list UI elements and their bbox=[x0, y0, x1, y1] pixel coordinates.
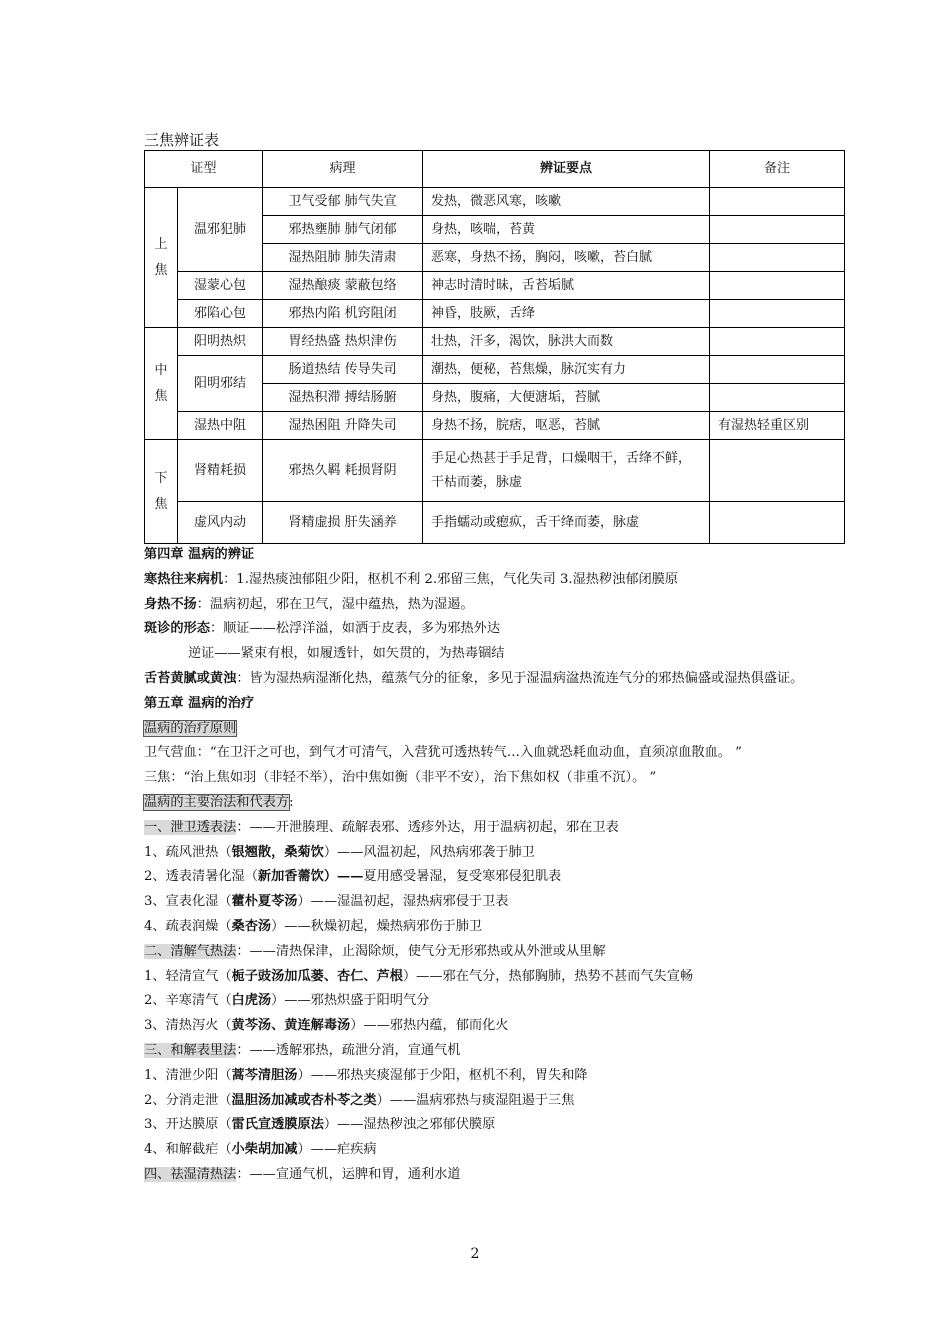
note-cell: 有湿热轻重区别 bbox=[710, 412, 845, 440]
paragraph bbox=[144, 940, 824, 965]
formula: 栀子豉汤加瓜蒌、杏仁、芦根 bbox=[231, 968, 403, 984]
table-row bbox=[145, 300, 845, 328]
item-text: ）——疟疾病 bbox=[297, 1142, 377, 1158]
formula: 雷氏宣透膜原法 bbox=[231, 1117, 324, 1133]
formula: 桑杏汤 bbox=[231, 918, 272, 934]
list-item bbox=[144, 1014, 824, 1039]
item-text: 2、透表清暑化湿（ bbox=[144, 869, 258, 885]
formula: 小柴胡加减 bbox=[231, 1142, 298, 1158]
page-number: 2 bbox=[470, 1246, 480, 1262]
key-cell: 潮热，便秘，苔焦燥，脉沉实有力 bbox=[423, 356, 710, 384]
key-cell: 身热，咳喘，苔黄 bbox=[423, 216, 710, 244]
key-cell: 恶寒，身热不扬，胸闷，咳嗽，苔白腻 bbox=[423, 244, 710, 272]
method-heading: 二、清解气热法 bbox=[144, 943, 237, 959]
item-text: ）——邪热内蕴，郁而化火 bbox=[350, 1018, 509, 1034]
note-cell bbox=[710, 300, 845, 328]
list-item bbox=[144, 989, 824, 1014]
term-text: ：皆为湿热病湿渐化热，蕴蒸气分的征象，多见于湿温病湓热流连气分的邪热偏盛或湿热俱盛证。 bbox=[236, 670, 804, 686]
pathology-cell: 邪热壅肺 肺气闭郁 bbox=[263, 216, 423, 244]
table-row bbox=[145, 328, 845, 356]
term-label: 斑诊的形态 bbox=[144, 621, 210, 637]
paragraph: 三焦：“治上焦如羽（非轻不举），治中焦如衡（非平不安），治下焦如权（非重不沉）。 ” bbox=[144, 770, 657, 786]
key-cell: 壮热，汗多，渴饮，脉洪大而数 bbox=[423, 328, 710, 356]
item-text: ）——温病邪热与痰湿阻遏于三焦 bbox=[376, 1092, 575, 1108]
note-cell bbox=[710, 328, 845, 356]
note-cell bbox=[710, 384, 845, 412]
term-label: 身热不扬 bbox=[144, 596, 197, 612]
table-row bbox=[145, 412, 845, 440]
item-text: 1、清泄少阳（ bbox=[144, 1067, 232, 1083]
formula: 银翘散，桑菊饮 bbox=[231, 844, 324, 860]
body-text bbox=[144, 543, 824, 1188]
note-cell bbox=[710, 244, 845, 272]
type-cell: 虚风内动 bbox=[178, 502, 263, 544]
item-text: ）——邪热夹痰湿郁于少阳，枢机不利，胃失和降 bbox=[297, 1067, 588, 1083]
list-item bbox=[144, 890, 824, 915]
paragraph bbox=[144, 1163, 824, 1188]
term-text: ：1.湿热痰浊郁阻少阳，枢机不利 2.邪留三焦，气化失司 3.湿热秽浊郁闭膜原 bbox=[223, 571, 679, 587]
item-text: 4、疏表润燥（ bbox=[144, 918, 232, 934]
jiao-char: 中 bbox=[154, 362, 168, 378]
jiao-upper bbox=[145, 188, 178, 328]
formula: 新加香薷饮）—— bbox=[257, 869, 364, 885]
key-cell: 身热不扬，脘痞，呕恶，苔腻 bbox=[423, 412, 710, 440]
method-text: ：——透解邪热，疏泄分消，宣通气机 bbox=[236, 1042, 461, 1058]
method-text: ：——宣通气机，运脾和胃，通利水道 bbox=[236, 1166, 461, 1182]
term-text: ：顺证——松浮洋溢，如洒于皮表，多为邪热外达 bbox=[209, 621, 501, 637]
paragraph bbox=[144, 1039, 824, 1064]
method-heading: 一、泄卫透表法 bbox=[144, 819, 237, 835]
key-cell: 神昏，肢厥，舌绛 bbox=[423, 300, 710, 328]
item-text: ）——邪热炽盛于阳明气分 bbox=[271, 993, 430, 1009]
type-cell: 温邪犯肺 bbox=[178, 188, 263, 272]
table-row bbox=[145, 188, 845, 216]
jiao-middle bbox=[145, 328, 178, 440]
paragraph bbox=[144, 791, 824, 816]
key-cell: 手指蠕动或瘛疭，舌干绛而萎，脉虚 bbox=[423, 502, 710, 544]
key-cell: 发热，微恶风寒，咳嗽 bbox=[423, 188, 710, 216]
table-row bbox=[145, 502, 845, 544]
type-cell: 阳明邪结 bbox=[178, 356, 263, 412]
item-text: ）——秋燥初起，燥热病邪伤于肺卫 bbox=[271, 918, 483, 934]
term-label: 舌苔黄腻或黄浊 bbox=[144, 670, 237, 686]
formula: 蒿芩清胆汤 bbox=[231, 1067, 298, 1083]
term-label: 寒热往来病机 bbox=[144, 571, 224, 587]
term-text: ：温病初起，邪在卫气，湿中蕴热，热为湿遏。 bbox=[196, 596, 474, 612]
key-cell: 手足心热甚于手足背，口燥咽干，舌绛不鲜，干枯而萎，脉虚 bbox=[423, 440, 710, 502]
note-cell bbox=[710, 216, 845, 244]
paragraph bbox=[144, 667, 824, 692]
jiao-lower bbox=[145, 440, 178, 544]
sanjiao-table bbox=[144, 150, 845, 544]
list-item bbox=[144, 1138, 824, 1163]
method-heading: 三、和解表里法 bbox=[144, 1042, 237, 1058]
method-heading: 四、祛湿清热法 bbox=[144, 1166, 237, 1182]
jiao-char: 上 bbox=[154, 236, 168, 252]
pathology-cell: 湿热积滞 搏结肠腑 bbox=[263, 384, 423, 412]
pathology-cell: 湿热困阻 升降失司 bbox=[263, 412, 423, 440]
jiao-char: 下 bbox=[154, 470, 168, 486]
header-pathology: 病理 bbox=[263, 151, 423, 188]
item-text: ）——湿热秽浊之邪郁伏膜原 bbox=[323, 1117, 496, 1133]
type-cell: 湿热中阻 bbox=[178, 412, 263, 440]
jiao-char: 焦 bbox=[154, 262, 168, 278]
item-text: ）——湿温初起，湿热病邪侵于卫表 bbox=[297, 894, 509, 910]
section-heading-principles: 温病的治疗原则 bbox=[144, 720, 237, 736]
list-item bbox=[144, 841, 824, 866]
item-text: 3、开达膜原（ bbox=[144, 1117, 232, 1133]
paragraph: 卫气营血：“在卫汗之可也，到气才可清气，入营犹可透热转气…入血就恐耗血动血，直须凉血散血。 ” bbox=[144, 745, 742, 761]
method-text: ：——开泄腠理、疏解表邪、透疹外达，用于温病初起，邪在卫表 bbox=[236, 819, 619, 835]
paragraph: 逆证——紧束有根，如履透针，如矢贯的，为热毒锢结 bbox=[188, 646, 505, 662]
table-row bbox=[145, 356, 845, 384]
table-header-row bbox=[145, 151, 845, 188]
item-text: 4、和解截疟（ bbox=[144, 1142, 232, 1158]
note-cell bbox=[710, 356, 845, 384]
list-item bbox=[144, 1064, 824, 1089]
pathology-cell: 湿热酿痰 蒙蔽包络 bbox=[263, 272, 423, 300]
header-key-points: 辨证要点 bbox=[423, 151, 710, 188]
method-text: ：——清热保津，止渴除烦，使气分无形邪热或从外泄或从里解 bbox=[236, 943, 606, 959]
note-cell bbox=[710, 440, 845, 502]
pathology-cell: 邪热久羁 耗损肾阴 bbox=[263, 440, 423, 502]
item-text: 3、宣表化湿（ bbox=[144, 894, 232, 910]
list-item bbox=[144, 965, 824, 990]
paragraph bbox=[144, 617, 824, 642]
table-row bbox=[145, 272, 845, 300]
table-caption: 三焦辨证表 bbox=[144, 131, 220, 149]
note-cell bbox=[710, 188, 845, 216]
formula: 温胆汤加减或杏朴苓之类 bbox=[231, 1092, 377, 1108]
paragraph bbox=[144, 568, 824, 593]
pathology-cell: 肾精虚损 肝失涵养 bbox=[263, 502, 423, 544]
item-text: 夏用感受暑湿，复受寒邪侵犯肌表 bbox=[363, 869, 562, 885]
pathology-cell: 邪热内陷 机窍阻闭 bbox=[263, 300, 423, 328]
pathology-cell: 湿热阻肺 肺失清肃 bbox=[263, 244, 423, 272]
jiao-middle-label bbox=[153, 358, 169, 410]
header-notes: 备注 bbox=[710, 151, 845, 188]
type-cell: 邪陷心包 bbox=[178, 300, 263, 328]
type-cell: 湿蒙心包 bbox=[178, 272, 263, 300]
paragraph bbox=[144, 593, 824, 618]
jiao-char: 焦 bbox=[154, 388, 168, 404]
item-text: 2、分消走泄（ bbox=[144, 1092, 232, 1108]
paragraph bbox=[144, 816, 824, 841]
item-text: 2、辛寒清气（ bbox=[144, 993, 232, 1009]
key-cell: 身热，腹痛，大便溏垢，苔腻 bbox=[423, 384, 710, 412]
table-row bbox=[145, 440, 845, 502]
chapter4-title: 第四章 温病的辨证 bbox=[144, 547, 255, 562]
formula: 白虎汤 bbox=[231, 993, 272, 1009]
section-heading-methods: 温病的主要治法和代表方 bbox=[144, 794, 290, 810]
pathology-cell: 肠道热结 传导失司 bbox=[263, 356, 423, 384]
jiao-lower-label bbox=[153, 466, 169, 518]
key-cell: 神志时清时昧，舌苔垢腻 bbox=[423, 272, 710, 300]
chapter5-title: 第五章 温病的治疗 bbox=[144, 695, 255, 711]
list-item bbox=[144, 865, 824, 890]
item-text: 1、轻清宣气（ bbox=[144, 968, 232, 984]
formula: 藿朴夏苓汤 bbox=[231, 894, 298, 910]
formula: 黄芩汤、黄连解毒汤 bbox=[231, 1018, 351, 1034]
type-cell: 阳明热炽 bbox=[178, 328, 263, 356]
item-text: 1、疏风泄热（ bbox=[144, 844, 232, 860]
pathology-cell: 胃经热盛 热炽津伤 bbox=[263, 328, 423, 356]
header-type: 证型 bbox=[145, 151, 263, 188]
item-text: 3、清热泻火（ bbox=[144, 1018, 232, 1034]
note-cell bbox=[710, 502, 845, 544]
jiao-char: 焦 bbox=[154, 496, 168, 512]
colon: : bbox=[289, 794, 294, 810]
jiao-upper-label bbox=[153, 232, 169, 284]
list-item bbox=[144, 1089, 824, 1114]
item-text: ）——邪在气分，热郁胸肺，热势不甚而气失宣畅 bbox=[402, 968, 694, 984]
type-cell: 肾精耗损 bbox=[178, 440, 263, 502]
paragraph bbox=[144, 717, 824, 742]
note-cell bbox=[710, 272, 845, 300]
list-item bbox=[144, 915, 824, 940]
list-item bbox=[144, 1113, 824, 1138]
pathology-cell: 卫气受郁 肺气失宣 bbox=[263, 188, 423, 216]
item-text: ）——风温初起，风热病邪袭于肺卫 bbox=[323, 844, 535, 860]
